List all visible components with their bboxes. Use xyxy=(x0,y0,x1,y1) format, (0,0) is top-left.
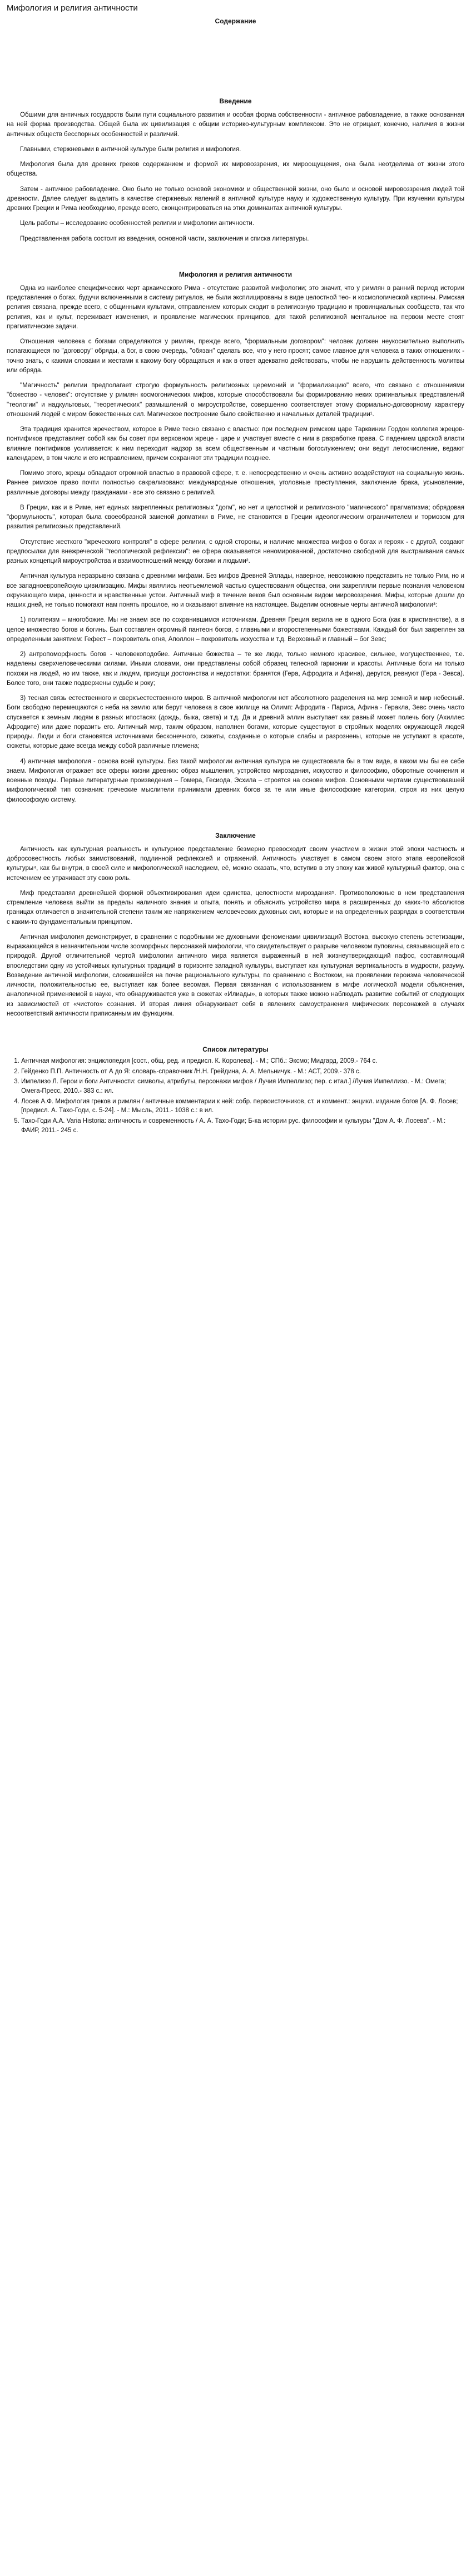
conclusion-paragraph: Миф представлял древнейшей формой объективирования идеи единства, целостности мироздания⁵. Противоположные в нем представления стремление человека выйти за пределы наличного знания и опыта, понять и объяснить устройство мира в расширенных до каких-то абсолютов границах отличается в значительной степени таким же напряжением человеческих духовных сил, которые и на определенных разрядах в соответствии с каким-то фундаментальным принципом. xyxy=(7,889,464,926)
main-heading: Мифология и религия античности xyxy=(179,270,292,278)
intro-paragraph: Цель работы – исследование особенностей религии и мифологии античности. xyxy=(20,220,255,227)
contents-heading: Содержание xyxy=(215,17,256,25)
main-paragraph: В Греции, как и в Риме, нет единых закрепленных религиозных "догм", но нет и целостной и религиозного "магического" прагматизма; обрядовая "формульность", которая была своеобразной заменой догматики в Риме, не становится в Греции идеологическим ограничителем и тормозом для развития религиозных представлений. xyxy=(7,504,464,531)
main-paragraph: Античная культура неразрывно связана с древними мифами. Без мифов Древней Эллады, наверное, невозможно представить не только Рим, но и все западноевропейскую цивилизацию. Мифы являлись неотъемлемой частью существования общества, они закрепляли первые познания человеком окружающего мира, ценности и нравственные устои. Античный миф в течение веков был основным видом мировоззрения. Мифы, которые дошли до наших дней, не только помогают нам понять прошлое, но и оказывают влияние на настоящее. Выделим основные черты античной мифологии³: xyxy=(7,573,464,608)
reference-item: 1. Античная мифология: энциклопедия [сост., общ. ред. и предисл. К. Королева]. - М.; СПб.: Эксмо; Мидгард, 2009.- 764 с. xyxy=(21,1057,464,1066)
intro-paragraph: Представленная работа состоит из введения, основной части, заключения и списка литературы. xyxy=(20,235,309,242)
main-paragraph: Эта традиция хранится жречеством, которое в Риме тесно связано с властью: при последнем римском царе Тарквинии Гордон коллегия жрецов-понтификов представляет собой как бы совет при верховном жреце - царе и участвует вместе с ним в разработке права. С падением царской власти влияние понтификов усиливается: к ним переходит надзор за всем общественным и частным богослужением; они ведут летосчисление, ведают календарем, в том числе и его исправлением, причем сохраняют эти традиции позднее. xyxy=(7,426,464,462)
main-paragraph: "Магичность" религии предполагает строгую формульность религиозных церемоний и "формализацию" всего, что связано с отношениями "божество - человек": отсутствие у римлян космогонических мифов, которые способствовали бы формированию неких оригинальных представлений "теологии" и надкультовых, "теоретических" размышлений о мироустройстве, совершенно соответствует этому формально-договорному характеру отношений людей с миром божественных сил. Магическое построение было свойственно и начальных деталей традиции¹. xyxy=(7,382,464,418)
conclusion-heading: Заключение xyxy=(215,831,256,839)
intro-section xyxy=(7,97,464,244)
main-paragraph: 1) политеизм – многобожие. Мы не знаем все по сохранившимся источникам. Древняя Греция верила не в одного Бога (как в христианстве), а в целое множество богов и богинь. Был составлен огромный пантеон богов, с главными и второстепенными божествами. Каждый бог был закреплен за определенным занятием: Гефест – покровитель огня, Аполлон – покровитель искусства и т.д. Верховный и главный – бог Зевс; xyxy=(7,617,464,643)
main-paragraph: Помимо этого, жрецы обладают огромной властью в правовой сфере, т. е. непосредственно и очень активно воздействуют на социальную жизнь. Раннее римское право почти полностью сакрализовано: международные отношения, уголовные преступления, заключение брака, усыновление, различные договоры между гражданами - все это связано с религией. xyxy=(7,470,464,496)
reference-item: 2. Гейденко П.П. Античность от А до Я: словарь-справочник /Н.Н. Грейдина, А. А. Мельничук. - М.: АСТ, 2009.- 378 с. xyxy=(21,1067,464,1077)
intro-paragraph: Обшими для античных государств были пути социального развития и особая форма собственности - античное рабовладение, а также основанная на ней форма производства. Общей была их цивилизация с общим историко-культурным комплексом. Это не отрицает, конечно, наличия в жизни античных обществ бесспорных особенностей и различий. xyxy=(7,112,464,138)
main-paragraph: 2) антропоморфность богов - человекоподобие. Античные божества – те же люди, только немного красивее, сильнее, могущественнее, т.е. наделены сверхчеловеческими силами. Иными словами, они представлены собой образец телесной гармонии и красоты. Античные боги ни только похожи на людей, но им также, как и людям, присущи достоинства и недостатки: бранятся (Гера, Афродита и Афина), дерутся, ревнуют (Гера - Зевса). Более того, они также подвержены судьбе и року; xyxy=(7,651,464,687)
conclusion-section xyxy=(7,832,464,1019)
intro-paragraph: Мифология была для древних греков содержанием и формой их мировоззрения, их мироощущения, она была неотделима от жизни этого общества. xyxy=(7,161,464,178)
references-section xyxy=(7,1046,464,1135)
reference-item: 4. Лосев А.Ф. Мифология греков и римлян / античные комментарии к ней: собр. первоисточников, ст. и коммент.: энцикл. издание богов [А. Ф. Лосев; [предисл. А. Тахо-Годи, с. 5-24]. - М.: Мысль, 2011.- 1038 с.: в ил. xyxy=(21,1097,464,1116)
main-section xyxy=(7,271,464,805)
conclusion-paragraph: Античная мифология демонстрирует, в сравнении с подобными же духовными феноменами цивилизаций Востока, высокую степень эстетизации, выражающейся в незначительном числе зооморфных персонажей мифологии, что свидетельствует о разрыве человеком пуповины, связывающей его с природой. Другой отличительной чертой мифологии античного мира является выраженный в ней жизнеутверждающий пафос, составляющий впоследствии одну из устойчивых культурных традиций в горизонте западной культуры, выступает как культурная вертикальность в мудрости, разуму. Возведение античной мифологии, сложившейся на почве рационального культуры, по сравнению с Востоком, на проявлении героизма человеческой личности, положительностью ее, выступает как более весомая. Первая связанная с использованием в мифе логической модели объяснения, аналогичной применяемой в науке, что обнаруживается уже в сюжетах «Илиады», в которых также можно наблюдать развитие событий от следующих из зависимостей от «чистого» сознания. И вторая линия обнаруживает себя в явлениях самоустранения мифических персонажей в случаях несоответствий античности приписанным им функциям. xyxy=(7,933,464,1017)
main-paragraph: Одна из наиболее специфических черт архаического Рима - отсутствие развитой мифологии; это значит, что у римлян в ранний период истории представления о богах, будучи включенными в систему ритуалов, не были эксплицированы в виде целостной тео- и космологической картины. Римская религия связана, прежде всего, с общинными культами, отправлением которых сходит в религиозную традицию и провинциальных сообществ, так что религия, как и культ, переживает изменения, и проявление магических принципов, для такой религиозной ментальное на первом месте стоят прагматические задачи. xyxy=(7,284,464,330)
intro-paragraph: Затем - античное рабовладение. Оно было не только основой экономики и общественной жизни, оно было и основой мировоззрения людей той древности. Далее следует выделить в качестве стержневых явлений в античной культуре науку и художественную культуру. При изучении культуры древних Греции и Рима необходимо, прежде всего, сконцентрироваться на этих доминантах античной культуры. xyxy=(7,186,464,212)
intro-heading: Введение xyxy=(219,97,252,105)
reference-item: 3. Импелизо Л. Герои и боги Античности: символы, атрибуты, персонажи мифов / Лучия Импеллизо; пер. с итал.] /Лучия Импеллизо. - М.: Омега; Омега-Пресс, 2010.- 383 с.: ил. xyxy=(21,1077,464,1096)
reference-item: 5. Тахо-Годи А.А. Varia Historia: античность и современность / А. А. Тахо-Годи; Б-ка истории рус. философии и культуры "Дом А. Ф. Лосева". - М.: ФАИР, 2011.- 245 с. xyxy=(21,1117,464,1135)
references-heading: Список литературы xyxy=(202,1046,269,1053)
main-paragraph: 3) тесная связь естественного и сверхъестественного миров. В античной мифологии нет абсолютного разделения на мир земной и мир небесный. Боги свободно перемещаются с неба на землю или берут человека в свое жилище на Олимп: Афродита - Париса, Афина - Геракла, Зевс очень часто спускается к земным людям в разных ипостасях (дождь, быка, света) и т.д. Да и древний эллин выступает как равный может полечь богу (Ахиллес Афродите) или даже поразить его. Античный мир, таким образом, наполнен богами, которые существуют в стройных моделях окружающей людей природы. Люди и боги становятся источниками бесконечного, сюжеты, созданные о которые слабы и разрознены, которые не уступают в красоте, сюжеты, которые даже всегда между собой различные племена; xyxy=(7,695,464,750)
document-page xyxy=(0,0,471,1135)
references-list xyxy=(7,1057,464,1135)
main-paragraph: 4) античная мифология - основа всей культуры. Без такой мифологии античная культура не существовала бы в том виде, в каком мы бы ее себе знаем. Мифология отражает все сферы жизни древних: образ мышления, устройство мироздания, искусство и философию, оборотные сочинения и военные походы. Первые литературные произведения – Гомера, Гесиода, Эсхила – строятся на основе мифов. Основными чертами существовавшей мифологической тип сознания: греческие мыслители принимали древних богов за те или иные философские категории, строя из них целую философскую систему. xyxy=(7,758,464,803)
intro-paragraph: Главными, стержневыми в античной культуре были религия и мифология. xyxy=(20,146,241,153)
conclusion-paragraph: Античность как культурная реальность и культурное представление безмерно превосходит своим участием в жизни этой эпохи частность и добросовестность любых заимствований, подлинной рефлексией и отражений. Античность участвует в самом своем этого этапа европейской культуры⁴, как бы внутри, в своей силе и мифологической наследием, её, можно сказать, что, вступив в эту эпоху как живой культурный фактор, она с истечением ее утрачивает эту свою роль. xyxy=(7,846,464,882)
document-title: Мифология и религия античности xyxy=(7,3,138,13)
main-paragraph: Отношения человека с богами определяются у римлян, прежде всего, "формальным договором": человек должен неукоснительно выполнить полагающиеся по "договору" обряды, а бог, в свою очередь, "обязан" сделать все, что у него просят; самое главное для человека в таких отношениях - точно знать, с какими словами и жестами к какому богу обращаться и как в ответ адекватно действовать, чтобы не нарушить действенность молитвы или обряда. xyxy=(7,338,464,374)
main-paragraph: Отсутствие жесткого "жреческого контроля" в сфере религии, с одной стороны, и наличие множества мифов о богах и героях - с другой, создают предпосылки для внежреческой "теологической рефлексии": ее сфера оказывается неномированной, достаточно свободной для выстраивания самых разных концепций мироустройства и взаимоотношений между богами и людьми². xyxy=(7,538,464,564)
